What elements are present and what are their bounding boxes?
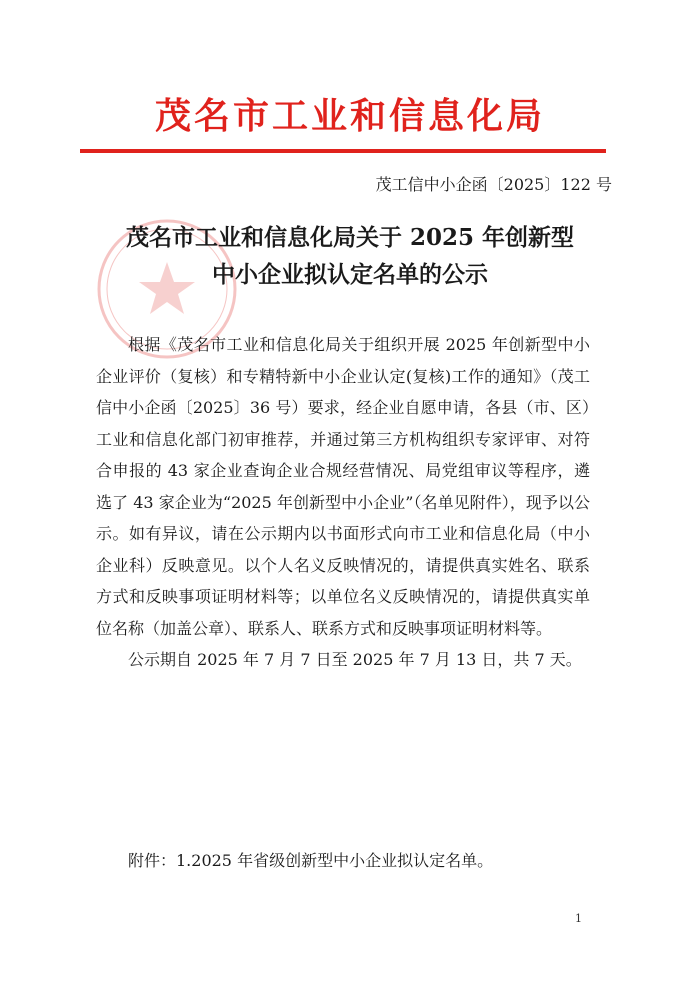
document-body — [96, 329, 590, 676]
body-paragraph-1: 根据《茂名市工业和信息化局关于组织开展 2025 年创新型中小企业评价（复核）和专精特新中小企业认定(复核)工作的通知》（茂工信中小企函〔2025〕36 号）要求，经企业自愿申请，各县（市、区）工业和信息化部门初审推荐，并通过第三方机构组织专家评审、对符合申报的 43 家企业查询企业合规经营情况、局党组审议等程序，遴选了 43 家企业为“2025 年创新型中小企业”（名单见附件），现予以公示。如有异议，请在公示期内以书面形式向市工业和信息化局（中小企业科）反映意见。以个人名义反映情况的，请提供真实姓名、联系方式和反映事项证明材料等；以单位名义反映情况的，请提供真实单位名称（加盖公章）、联系人、联系方式和反映事项证明材料等。 — [96, 335, 590, 638]
red-header-rule — [80, 149, 606, 153]
document-number: 茂工信中小企函〔2025〕122 号 — [375, 175, 612, 194]
attachment-line: 附件：1.2025 年省级创新型中小企业拟认定名单。 — [128, 851, 494, 870]
body-paragraph-2: 公示期自 2025 年 7 月 7 日至 2025 年 7 月 13 日，共 7 天。 — [128, 650, 582, 669]
document-title — [90, 219, 610, 293]
page-number: 1 — [575, 912, 582, 925]
title-line-2: 中小企业拟认定名单的公示 — [212, 261, 488, 288]
org-header-title: 茂名市工业和信息化局 — [154, 96, 545, 137]
title-line-1: 茂名市工业和信息化局关于 2025 年创新型 — [125, 224, 575, 251]
